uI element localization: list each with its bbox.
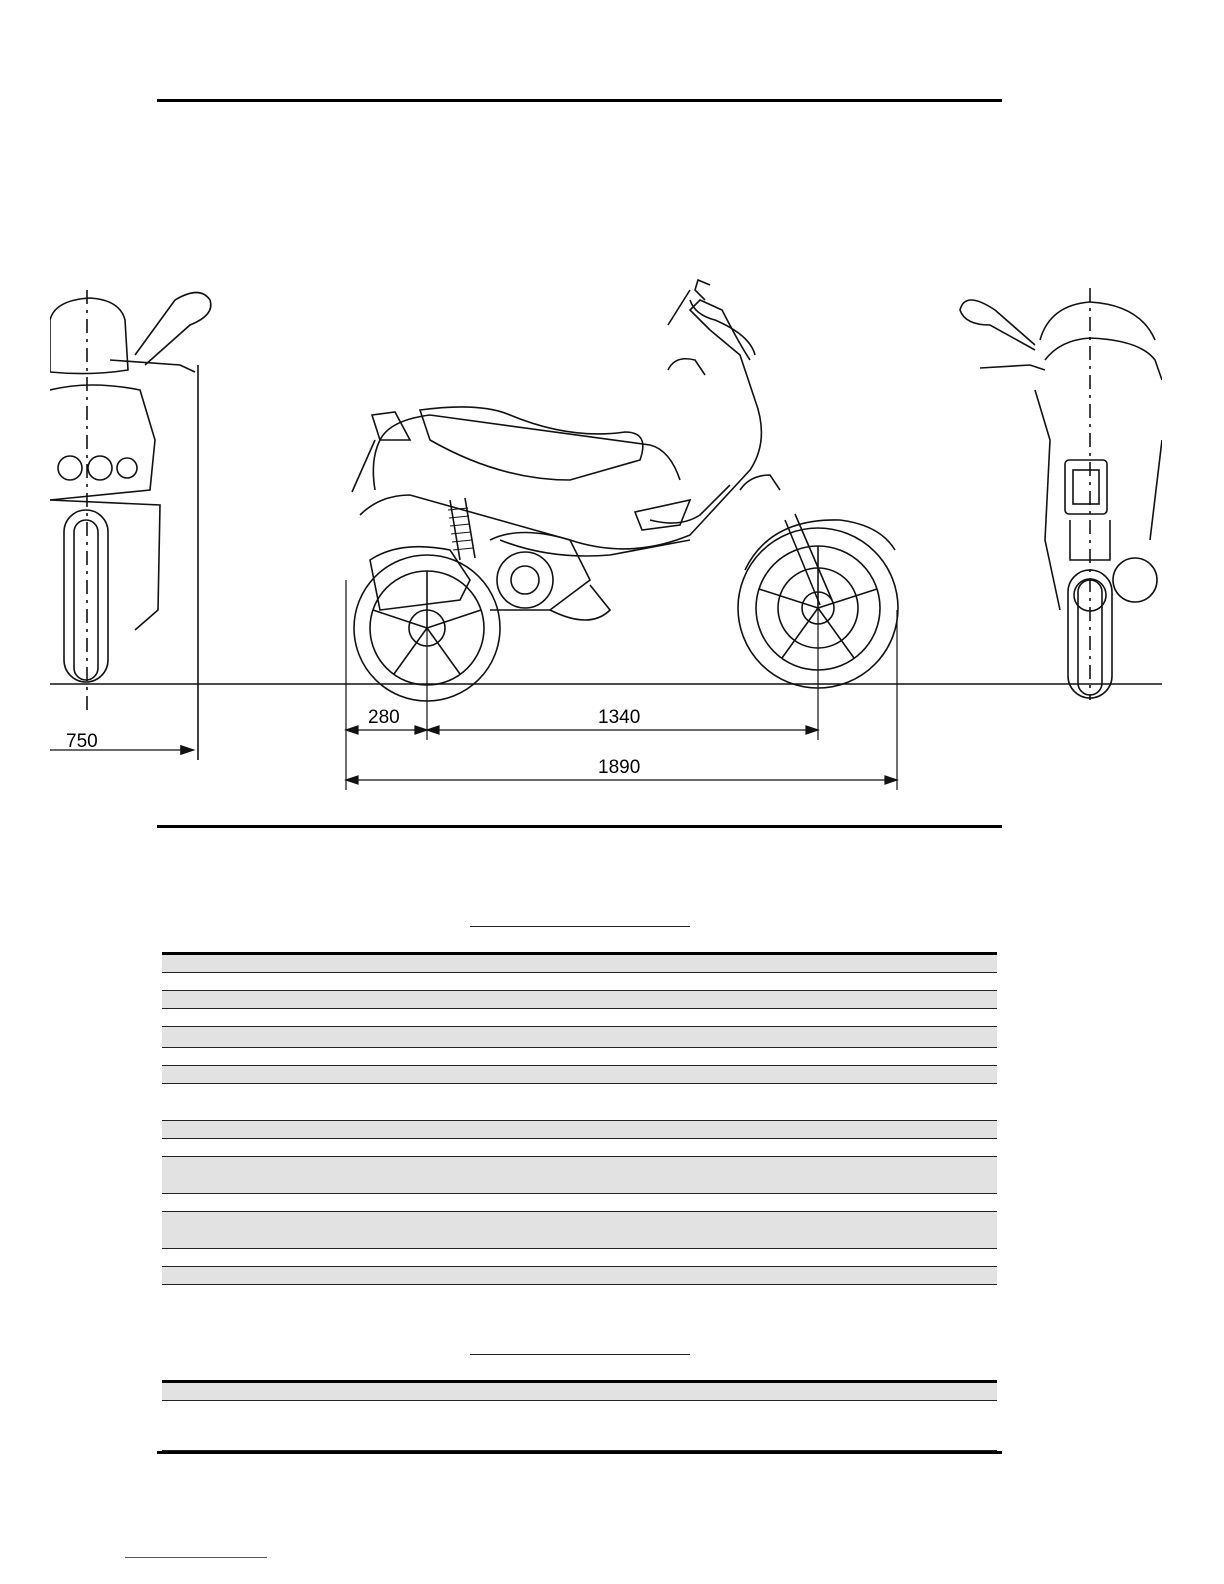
table-row — [162, 1009, 997, 1027]
table-cell — [576, 1267, 997, 1284]
table-row — [162, 1249, 997, 1267]
table-cell — [576, 1401, 997, 1450]
table-row — [162, 1139, 997, 1157]
table-row — [162, 1194, 997, 1212]
table-cell — [576, 1249, 997, 1266]
table-cell — [576, 1383, 997, 1400]
table-cell — [162, 1048, 576, 1065]
table-row — [162, 1401, 997, 1451]
dimension-front-width: 750 — [66, 731, 98, 752]
table-cell — [576, 1194, 997, 1211]
front-view — [50, 290, 211, 760]
table-cell — [576, 1121, 997, 1138]
table-cell — [576, 973, 997, 990]
table-row — [162, 1048, 997, 1066]
table-row — [162, 1066, 997, 1084]
table-cell — [162, 1009, 576, 1026]
table-cell — [576, 1066, 997, 1083]
table-cell — [162, 1401, 576, 1450]
table-2-heading-underline — [470, 1354, 690, 1355]
footer-link-underline[interactable] — [125, 1557, 267, 1558]
table-row — [162, 1267, 997, 1285]
dimension-rear-overhang: 280 — [368, 707, 400, 728]
bottom-rule — [157, 1451, 1002, 1454]
table-cell — [162, 1121, 576, 1138]
table-cell — [576, 1139, 997, 1156]
table-cell — [162, 1157, 576, 1193]
table-cell — [162, 1194, 576, 1211]
table-row — [162, 1383, 997, 1401]
table-row — [162, 1212, 997, 1249]
top-rule — [157, 99, 1002, 102]
table-cell — [162, 1139, 576, 1156]
table-row — [162, 973, 997, 991]
table-cell — [576, 1048, 997, 1065]
scooter-drawing-svg — [50, 140, 1162, 820]
table-cell — [162, 1267, 576, 1284]
table-cell — [576, 1212, 997, 1248]
table-1-heading-underline — [470, 926, 690, 927]
table-cell — [162, 1212, 576, 1248]
table-cell — [576, 1157, 997, 1193]
drawing-bottom-rule — [157, 825, 1002, 828]
table-cell — [162, 1383, 576, 1400]
dimension-wheelbase: 1340 — [598, 707, 641, 728]
table-row — [162, 991, 997, 1009]
table-cell — [576, 1084, 997, 1120]
table-row — [162, 1027, 997, 1048]
table-row — [162, 1084, 997, 1121]
table-cell — [576, 955, 997, 972]
table-cell — [576, 991, 997, 1008]
spec-table-1 — [162, 955, 997, 1285]
table-cell — [162, 1066, 576, 1083]
table-cell — [162, 991, 576, 1008]
table-row — [162, 1157, 997, 1194]
table-cell — [162, 973, 576, 990]
table-cell — [162, 1027, 576, 1047]
table-row — [162, 1121, 997, 1139]
scooter-technical-drawing — [50, 140, 1162, 820]
table-cell — [576, 1009, 997, 1026]
table-row — [162, 955, 997, 973]
table-cell — [162, 1249, 576, 1266]
table-cell — [576, 1027, 997, 1047]
table-cell — [162, 955, 576, 972]
spec-table-2 — [162, 1383, 997, 1451]
rear-view — [960, 288, 1162, 700]
side-view — [352, 280, 898, 701]
dimension-overall-length: 1890 — [598, 757, 641, 778]
table-cell — [162, 1084, 576, 1120]
